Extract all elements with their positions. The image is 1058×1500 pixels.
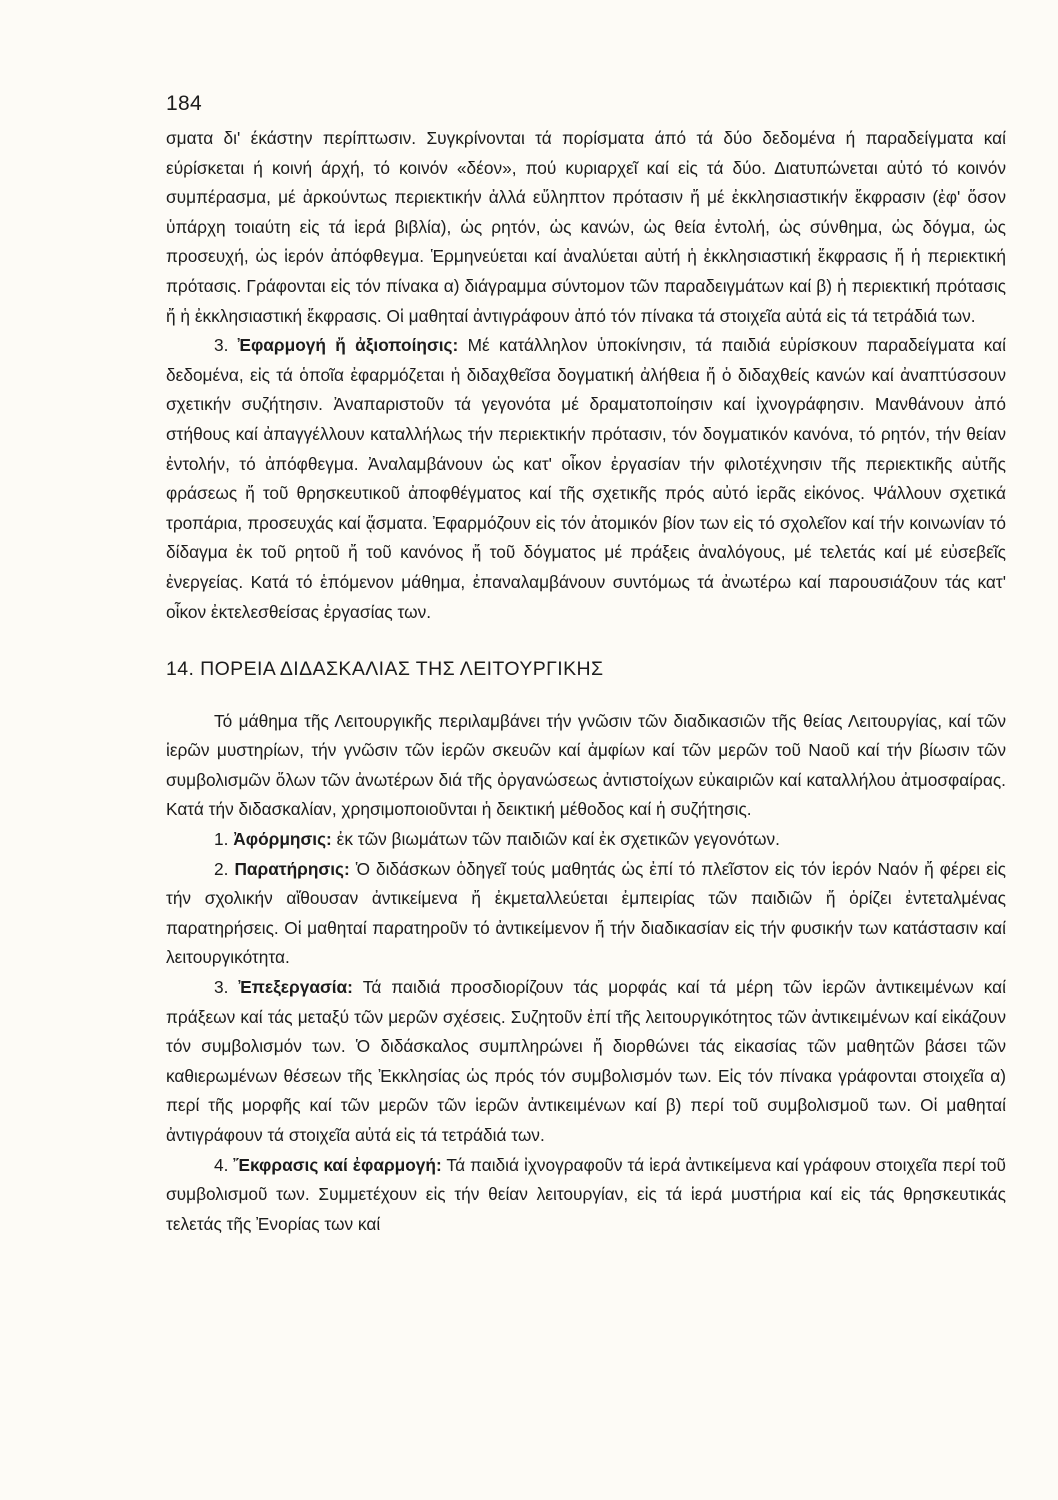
step-expression <box>166 1151 1006 1240</box>
step-title: Ἔκφρασις καί ἐφαρμογή: <box>233 1154 442 1175</box>
step-title: Ἐπεξεργασία: <box>238 977 353 998</box>
section-heading: 14. ΠΟΡΕΙΑ ΔΙΔΑΣΚΑΛΙΑΣ ΤΗΣ ΛΕΙΤΟΥΡΓΙΚΗΣ <box>166 658 604 681</box>
page-body <box>166 124 1006 1239</box>
step-text: Τά παιδιά ἰχνογραφοῦν τά ἱερά ἀντικείμενα καί γράφουν στοιχεῖα περί τοῦ συμβολισμοῦ των. Συμμετέχουν εἰς τήν θείαν λειτουργίαν, εἰς τά ἱερά μυστήρια καί εἰς τάς θρησκευτικάς τελετάς τῆς Ἐνορίας των καί <box>166 1154 1006 1234</box>
section-intro: Τό μάθημα τῆς Λειτουργικῆς περιλαμβάνει τήν γνῶσιν τῶν διαδικασιῶν τῆς θείας Λειτουργίας, καί τῶν ἱερῶν μυστηρίων, τήν γνῶσιν τῶν ἱερῶν σκευῶν καί ἀμφίων καί τῶν μερῶν τοῦ Ναοῦ καί τήν βίωσιν τῶν συμβολισμῶν ὅλων τῶν ἀνωτέρων διά τῆς ὀργανώσεως ἀντιστοίχων εὐκαιριῶν καί καταλλήλου ἀτμοσφαίρας. Κατά τήν διδασκαλίαν, χρησιμοποιοῦνται ἡ δεικτική μέθοδος καί ἡ συζήτησις. <box>166 710 1006 820</box>
step-text: Μέ κατάλληλον ὑποκίνησιν, τά παιδιά εὑρίσκουν παραδείγματα καί δεδομένα, εἰς τά ὁποῖα ἐφαρμόζεται ἡ διδαχθεῖσα δογματική ἀλήθεια ἤ ὁ διδαχθείς κανών καί ἀναπτύσσουν σχετικήν συζήτησιν. Ἀναπαριστοῦν τά γεγονότα μέ δραματοποίησιν καί ἰχνογράφησιν. Μανθάνουν ἀπό στήθους καί ἀπαγγέλλουν καταλλήλως τήν περιεκτικήν πρότασιν, τόν δογματικόν κανόνα, τό ρητόν, τήν θείαν ἐντολήν, τό ἀπόφθεγμα. Ἀναλαμβάνουν ὡς κατ' οἶκον ἐργασίαν τήν φιλοτέχνησιν τῆς περιεκτικῆς αὐτῆς φράσεως ἤ τοῦ θρησκευτικοῦ ἀποφθέγματος καί τῆς σχετικῆς πρός αὐτό ἱερᾶς εἰκόνος. Ψάλλουν σχετικά τροπάρια, προσευχάς καί ᾄσματα. Ἐφαρμόζουν εἰς τόν ἀτομικόν βίον των εἰς τό σχολεῖον καί τήν κοινωνίαν τό δίδαγμα ἐκ τοῦ ρητοῦ ἤ τοῦ κανόνος ἤ τοῦ δόγματος μέ πράξεις ἀναλόγους, μέ τελετάς καί μέ εὐσεβεῖς ἐνεργείας. Κατά τό ἑπόμενον μάθημα, ἐπαναλαμβάνουν συντόμως τά ἀνωτέρω καί παρουσιάζουν τάς κατ' οἶκον ἐκτελεσθείσας ἐργασίας των. <box>166 335 1006 622</box>
continuation-paragraph: σματα δι' έκάστην περίπτωσιν. Συγκρίνονται τά πορίσματα άπό τά δύο δεδομένα ή παραδείγματα καί εύρίσκεται ή κοινή άρχή, τό κοινόν «δέον», πού κυριαρχεῖ καί εἰς τά δύο. Διατυπώνεται αὐτό τό κοινόν συμπέρασμα, μέ ἀρκούντως περιεκτικήν ἀλλά εὔληπτον πρότασιν ἤ μέ ἐκκλησιαστικήν ἔκφρασιν (ἐφ' ὅσον ὑπάρχη τοιαύτη εἰς τά ἱερά βιβλία), ὡς ρητόν, ὡς κανών, ὡς θεία ἐντολή, ὡς σύνθημα, ὡς δόγμα, ὡς προσευχή, ὡς ἱερόν ἀπόφθεγμα. Ἑρμηνεύεται καί ἀναλύεται αὐτή ἡ ἐκκλησιαστική ἔκφρασις ἤ ἡ περιεκτική πρότασις. Γράφονται εἰς τόν πίνακα α) διάγραμμα σύντομον τῶν παραδειγμάτων καί β) ἡ περιεκτική πρότασις ἤ ἡ ἐκκλησιαστική ἔκφρασις. Οἱ μαθηταί ἀντιγράφουν ἀπό τόν πίνακα τά στοιχεῖα αὐτά εἰς τά τετράδιά των. <box>166 128 1006 326</box>
page-number: 184 <box>166 92 202 115</box>
step-title: Παρατήρησις: <box>234 858 350 879</box>
step-processing <box>166 973 1006 1151</box>
step-number: 1. <box>214 829 229 850</box>
step-number: 2. <box>214 858 229 879</box>
step-title: Ἀφόρμησις: <box>233 829 332 850</box>
step-text: Τά παιδιά προσδιορίζουν τάς μορφάς καί τά μέρη τῶν ἱερῶν ἀντικειμένων καί πράξεων καί τάς μεταξύ τῶν μερῶν σχέσεις. Συζητοῦν ἐπί τῆς λειτουργικότητος τῶν ἀντικειμένων καί εἰκάζουν τόν συμβολισμόν των. Ὁ διδάσκαλος συμπληρώνει ἤ διορθώνει τάς εἰκασίας τῶν μαθητῶν βάσει τῶν καθιερωμένων θέσεων τῆς Ἐκκλησίας ὡς πρός τόν συμβολισμόν των. Εἰς τόν πίνακα γράφονται στοιχεῖα α) περί τῆς μορφῆς καί τῶν μερῶν τῶν ἱερῶν ἀντικειμένων καί β) περί τοῦ συμβολισμοῦ των. Οἱ μαθηταί ἀντιγράφουν τά στοιχεῖα αὐτά εἰς τά τετράδιά των. <box>166 977 1006 1145</box>
step-text: Ὁ διδάσκων ὁδηγεῖ τούς μαθητάς ὡς ἐπί τό πλεῖστον εἰς τόν ἱερόν Ναόν ἤ φέρει εἰς τήν σχολικήν αἴθουσαν ἀντικείμενα ἤ ἐκμεταλλεύεται ἐμπειρίας τῶν παιδιῶν ἤ ὁρίζει ἐντεταλμένας παρατηρήσεις. Οἱ μαθηταί παρατηροῦν τό ἀντικείμενον ἤ τήν διαδικασίαν εἰς τήν φυσικήν των κατάστασιν καί λειτουργικότητα. <box>166 858 1006 968</box>
step-observation <box>166 855 1006 973</box>
step-number: 4. <box>214 1154 229 1175</box>
step-motivation <box>166 825 1006 855</box>
step-title: Ἐφαρμογή ἤ ἀξιοποίησις: <box>237 335 459 356</box>
step-application-previous <box>166 331 1006 627</box>
step-number: 3. <box>214 977 229 998</box>
step-number: 3. <box>214 335 229 356</box>
step-text: ἐκ τῶν βιωμάτων τῶν παιδιῶν καί ἐκ σχετικῶν γεγονότων. <box>336 829 780 850</box>
